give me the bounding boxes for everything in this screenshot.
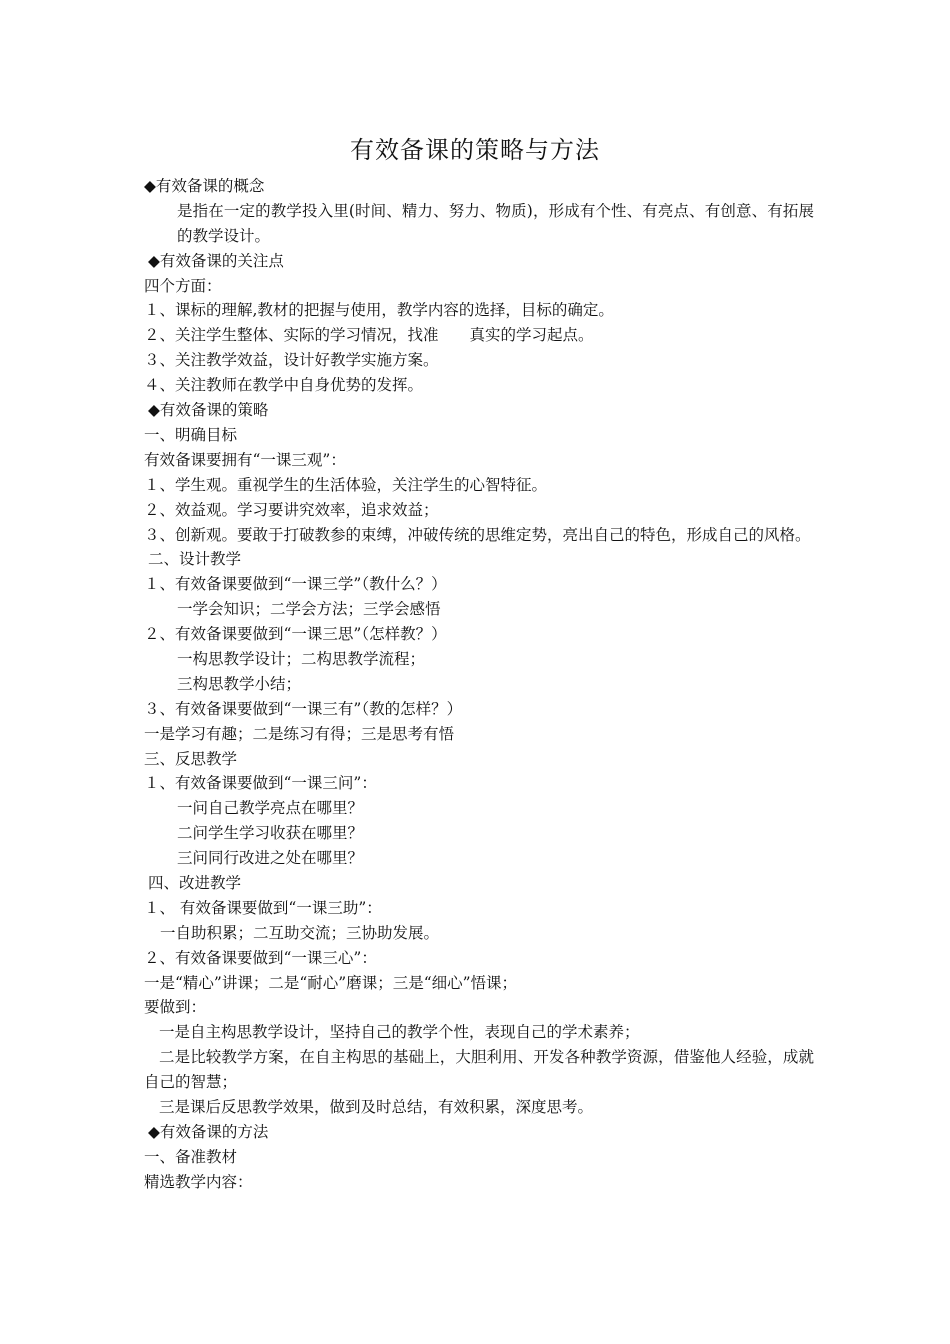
text-line: 三构思教学小结； <box>177 674 302 693</box>
section-heading: ◆有效备课的方法 <box>148 1122 269 1141</box>
subsection-heading: 三、反思教学 <box>144 749 238 768</box>
text-line: 一学会知识；二学会方法；三学会感悟 <box>177 600 441 619</box>
document-body <box>144 174 814 1195</box>
list-item: １、 有效备课要做到“一课三助”： <box>144 898 382 917</box>
list-item: ３、创新观。要敢于打破教参的束缚，冲破传统的思维定势，亮出自己的特色，形成自己的风格。 <box>144 525 811 544</box>
list-item: ３、关注教学效益，设计好教学实施方案。 <box>144 351 439 370</box>
text-line: 二问学生学习收获在哪里？ <box>177 824 364 843</box>
section-heading: ◆有效备课的策略 <box>148 401 269 420</box>
list-item: １、课标的理解,教材的把握与使用，教学内容的选择，目标的确定。 <box>144 301 614 320</box>
list-item: ４、关注教师在教学中自身优势的发挥。 <box>144 376 424 395</box>
paragraph <box>144 1045 814 1095</box>
list-item: ２、有效备课要做到“一课三心”： <box>144 948 377 967</box>
section-heading: ◆有效备课的关注点 <box>148 251 284 270</box>
text-line: 四个方面： <box>144 276 222 295</box>
text-line: 三是课后反思教学效果，做到及时总结，有效积累，深度思考。 <box>159 1098 594 1117</box>
text-line: 一构思教学设计；二构思教学流程； <box>177 649 426 668</box>
paragraph-text: 二是比较教学方案，在自主构思的基础上，大胆利用、开发各种教学资源，借鉴他人经验，成就自己的智慧； <box>144 1048 814 1092</box>
list-item: ３、有效备课要做到“一课三有”（教的怎样？） <box>144 699 463 718</box>
subsection-heading: 四、改进教学 <box>148 873 242 892</box>
subsection-heading: 二、设计教学 <box>148 550 242 569</box>
subsection-heading: 一、备准教材 <box>144 1147 238 1166</box>
list-item: １、学生观。重视学生的生活体验，关注学生的心智特征。 <box>144 475 548 494</box>
subsection-heading: 一、明确目标 <box>144 425 238 444</box>
text-line: 要做到： <box>144 998 207 1017</box>
text-line: 一是自主构思教学设计，坚持自己的教学个性，表现自己的学术素养； <box>159 1023 640 1042</box>
list-item: ２、有效备课要做到“一课三思”（怎样教？） <box>144 625 447 644</box>
text-line: 一是“精心”讲课；二是“耐心”磨课；三是“细心”悟课； <box>144 973 518 992</box>
list-item: １、有效备课要做到“一课三学”（教什么？） <box>144 575 447 594</box>
text-line: 有效备课要拥有“一课三观”： <box>144 450 346 469</box>
list-item: ２、效益观。学习要讲究效率，追求效益； <box>144 500 439 519</box>
paragraph: 是指在一定的教学投入里(时间、精力、努力、物质)，形成有个性、有亮点、有创意、有拓展的教学设计。 <box>177 201 814 245</box>
text-line: 精选教学内容： <box>144 1172 253 1191</box>
document-title: 有效备课的策略与方法 <box>350 136 600 164</box>
list-item: １、有效备课要做到“一课三问”： <box>144 774 377 793</box>
section-heading: ◆有效备课的概念 <box>144 177 265 195</box>
list-item: ２、关注学生整体、实际的学习情况，找准 真实的学习起点。 <box>144 326 594 345</box>
text-line: 一问自己教学亮点在哪里？ <box>177 799 364 818</box>
text-line: 三问同行改进之处在哪里？ <box>177 849 364 868</box>
text-line: 一是学习有趣；二是练习有得；三是思考有悟 <box>144 724 455 743</box>
text-line: 一自助积累；二互助交流；三协助发展。 <box>160 923 440 942</box>
